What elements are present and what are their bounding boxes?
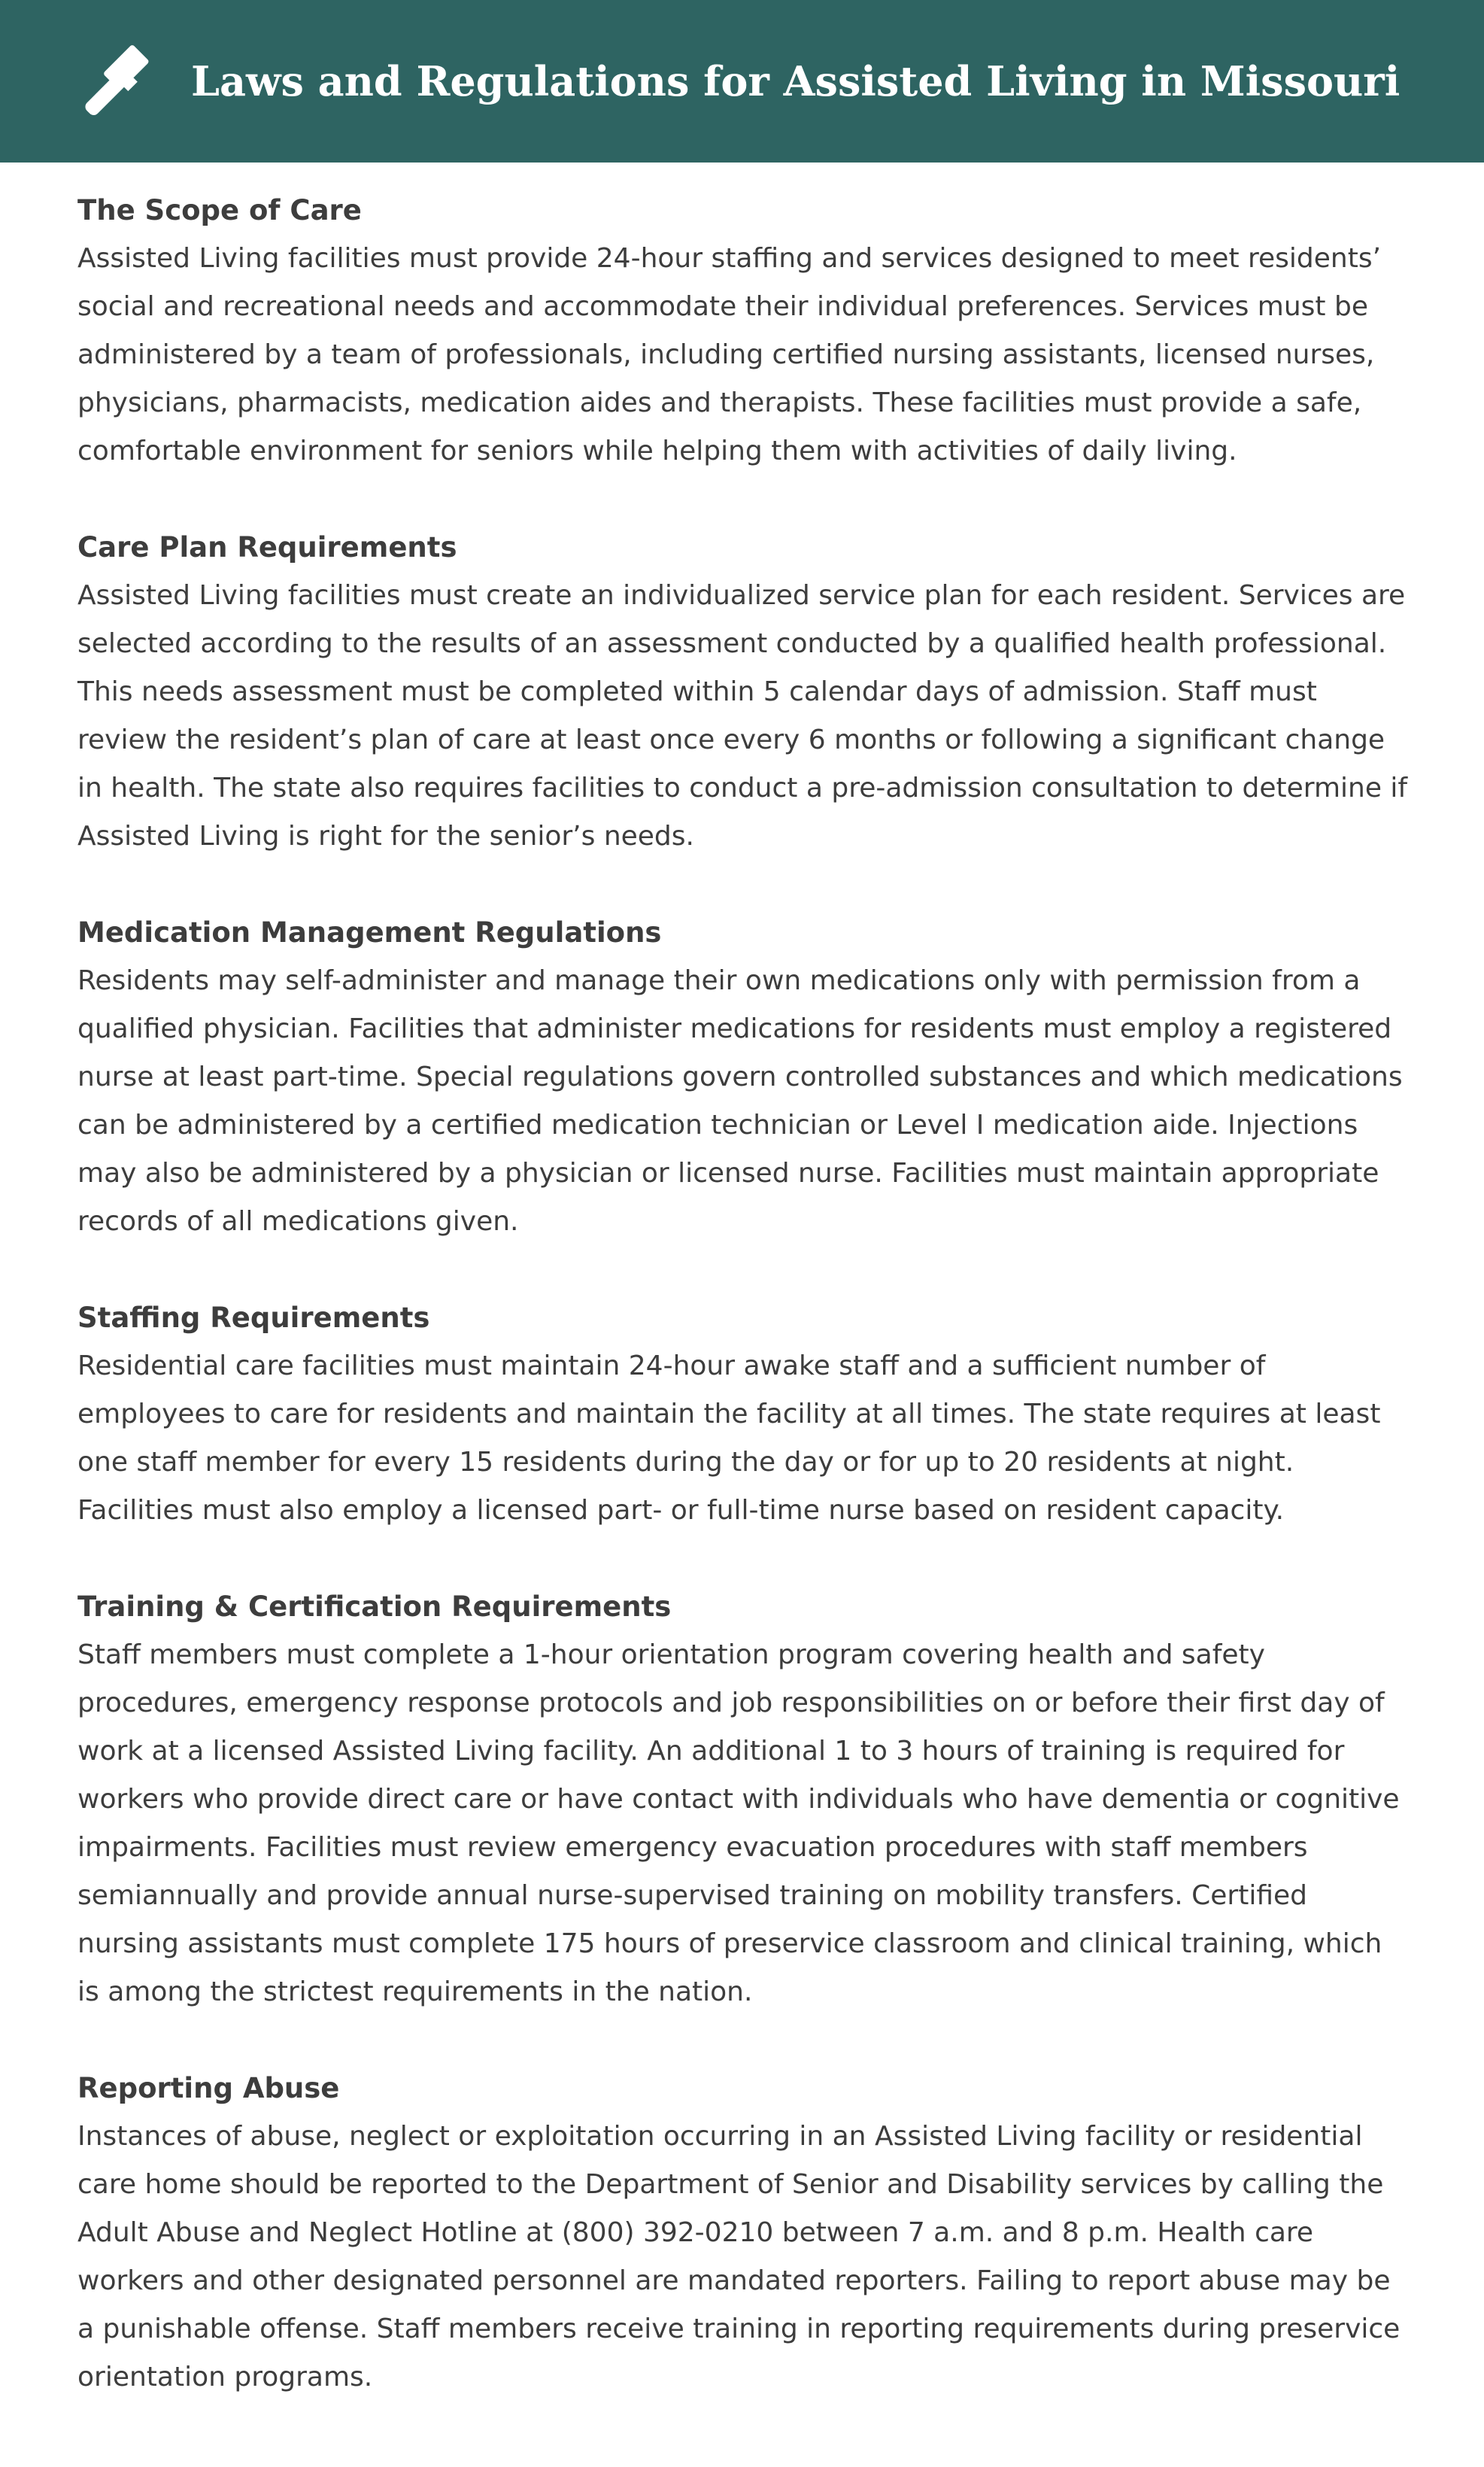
gavel-icon bbox=[72, 39, 167, 134]
section-body: Assisted Living facilities must provide 24-hour staffing and services designed to meet residents’ social and recreational needs and accommodate their individual preferences. Services must be administered by a team of professionals, including certified nursing assistants, licensed nurses, physicians, pharmacists, medication aides and therapists. These facilities must provide a safe, comfortable environment for seniors while helping them with activities of daily living. bbox=[77, 243, 1382, 466]
section-heading: The Scope of Care bbox=[77, 194, 362, 226]
section-heading: Medication Management Regulations bbox=[77, 916, 662, 949]
section-staffing bbox=[77, 1294, 1409, 1535]
section-medication bbox=[77, 909, 1409, 1246]
section-training bbox=[77, 1583, 1409, 2016]
section-body: Residents may self-administer and manage their own medications only with permission from a qualified physician. Facilities that administer medications for residents must employ a registered nurse at least part-time. Special regulations govern controlled substances and which medications can be administered by a certified medication technician or Level I medication aide. Injections may also be administered by a physician or licensed nurse. Facilities must maintain appropriate records of all medications given. bbox=[77, 965, 1403, 1237]
section-body: Instances of abuse, neglect or exploitation occurring in an Assisted Living facility or residential care home should be reported to the Department of Senior and Disability services by calling the Adult Abuse and Neglect Hotline at (800) 392-0210 between 7 a.m. and 8 p.m. Health care workers and other designated personnel are mandated reporters. Failing to report abuse may be a punishable offense. Staff members receive training in reporting requirements during preservice orientation programs. bbox=[77, 2121, 1401, 2393]
section-heading: Staffing Requirements bbox=[77, 1302, 430, 1334]
section-body: Residential care facilities must maintain 24-hour awake staff and a sufficient number of employees to care for residents and maintain the facility at all times. The state requires at least one staff member for every 15 residents during the day or for up to 20 residents at night. Facilities must also employ a licensed part- or full-time nurse based on resident capacity. bbox=[77, 1350, 1381, 1526]
page-title: Laws and Regulations for Assisted Living in Missouri bbox=[191, 57, 1401, 105]
section-care-plan bbox=[77, 524, 1409, 861]
section-heading: Reporting Abuse bbox=[77, 2072, 340, 2104]
section-scope-of-care bbox=[77, 187, 1409, 475]
section-body: Assisted Living facilities must create an individualized service plan for each resident. Services are selected according to the results of an assessment conducted by a qualified health professional. This needs assessment must be completed within 5 calendar days of admission. Staff must review the resident’s plan of care at least once every 6 months or following a significant change in health. The state also requires facilities to conduct a pre-admission consultation to determine if Assisted Living is right for the senior’s needs. bbox=[77, 580, 1408, 852]
main-content bbox=[77, 187, 1409, 2450]
section-body: Staff members must complete a 1-hour orientation program covering health and safety procedures, emergency response protocols and job responsibilities on or before their first day of work at a licensed Assisted Living facility. An additional 1 to 3 hours of training is required for workers who provide direct care or have contact with individuals who have dementia or cognitive impairments. Facilities must review emergency evacuation procedures with staff members semiannually and provide annual nurse-supervised training on mobility transfers. Certified nursing assistants must complete 175 hours of preservice classroom and clinical training, which is among the strictest requirements in the nation. bbox=[77, 1639, 1400, 2007]
page-header bbox=[0, 0, 1484, 163]
section-reporting-abuse bbox=[77, 2064, 1409, 2402]
section-heading: Training & Certification Requirements bbox=[77, 1590, 672, 1623]
section-heading: Care Plan Requirements bbox=[77, 531, 457, 564]
